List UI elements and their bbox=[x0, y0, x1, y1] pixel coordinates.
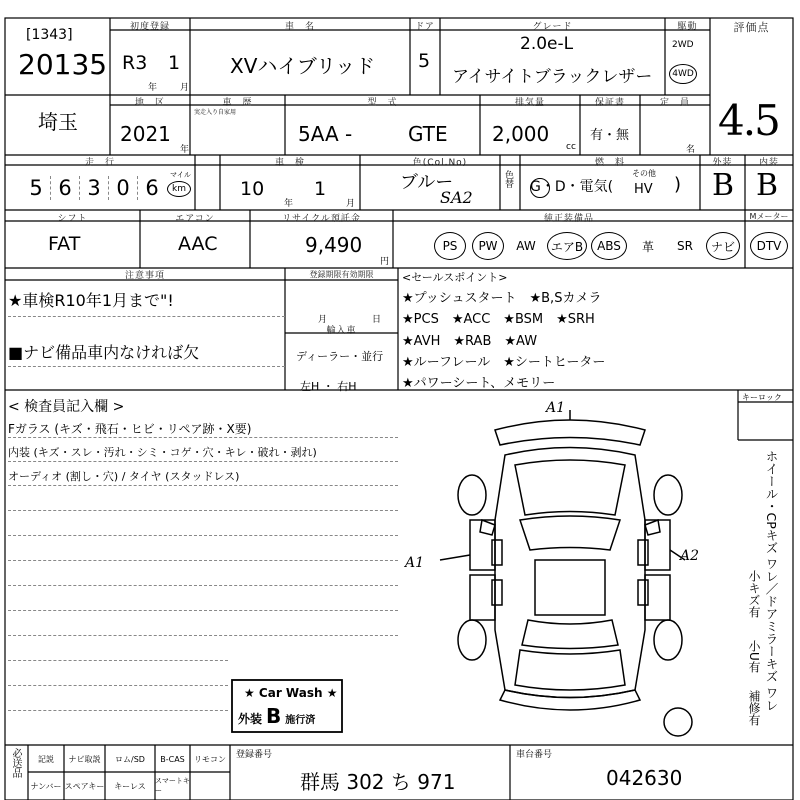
type-label: 型 式 bbox=[367, 98, 398, 108]
first-reg-era-year: R3 bbox=[122, 52, 148, 74]
caution-divider-2 bbox=[8, 366, 285, 367]
displacement-unit: cc bbox=[566, 142, 576, 152]
inspection-windshield: Fガラス (キズ・飛石・ヒビ・リペア跡・X要) bbox=[8, 422, 252, 436]
meter-label: Mメーター bbox=[749, 212, 789, 221]
vehicle-history-label: 車 歴 bbox=[222, 98, 253, 108]
inspector-section-title: < 検査員記入欄 > bbox=[8, 399, 125, 415]
displacement: 2,000 bbox=[492, 122, 550, 146]
equip-abs: ABS bbox=[591, 232, 627, 260]
color-code: SA2 bbox=[440, 188, 473, 207]
color-change-label: 色替 bbox=[503, 170, 513, 188]
steering-side: 左H ・ 右H bbox=[300, 380, 357, 393]
shaken-label: 車 検 bbox=[274, 158, 305, 168]
equip-aw: AW bbox=[516, 239, 536, 253]
car-wash-grade: B bbox=[266, 704, 282, 728]
caution-line-1: ★車検R10年1月まで"! bbox=[8, 291, 174, 310]
sales-point-4: ★ルーフレール ★シートヒーター bbox=[402, 355, 606, 370]
damage-mark-bumper: A1 bbox=[546, 400, 566, 416]
km-circled: km bbox=[167, 181, 191, 197]
equip-sunroof: SR bbox=[677, 239, 693, 253]
grade-line-1: 2.0e-L bbox=[520, 34, 574, 54]
item-spare-key: スペアキー bbox=[64, 781, 105, 791]
door-label: ドア bbox=[415, 22, 435, 32]
body-color: ブルー bbox=[400, 172, 454, 193]
sales-point-3: ★AVH ★RAB ★AW bbox=[402, 334, 538, 349]
caution-line-2: ■ナビ備品車内なければ欠 bbox=[8, 343, 200, 362]
inspection-line bbox=[8, 710, 228, 711]
first-registration-label: 初度登録 bbox=[129, 22, 170, 32]
car-wash-title: ★ Car Wash ★ bbox=[244, 686, 338, 700]
registration-deadline-label: 登録期限有効期限 bbox=[309, 270, 374, 279]
equip-dtv: DTV bbox=[750, 232, 788, 260]
mileage-digit: 6 bbox=[51, 176, 80, 200]
reg-day-unit: 日 bbox=[372, 315, 382, 325]
sales-point-5: ★パワーシート、メモリー bbox=[402, 376, 556, 391]
interior-label: 内装 bbox=[758, 158, 779, 168]
damage-mark-left: A1 bbox=[405, 555, 425, 571]
exterior-label: 外装 bbox=[712, 158, 733, 168]
caution-label: 注意事項 bbox=[124, 271, 165, 281]
inspection-line bbox=[8, 585, 398, 586]
chassis-number: 042630 bbox=[606, 766, 683, 790]
door-count: 5 bbox=[418, 50, 431, 72]
exterior-grade: B bbox=[712, 168, 735, 203]
car-name: XVハイブリッド bbox=[230, 54, 376, 78]
item-remote: リモコン bbox=[194, 754, 226, 764]
sales-points-label: <セールスポイント> bbox=[402, 271, 508, 284]
car-wash-status bbox=[238, 704, 315, 728]
item-keyless: キーレス bbox=[114, 781, 146, 791]
fuel-hv: HV bbox=[634, 182, 653, 197]
mileage-digit: 5 bbox=[22, 176, 51, 200]
shift-value: FAT bbox=[48, 233, 81, 255]
aircon-value: AAC bbox=[178, 233, 218, 255]
mileage-digit: 6 bbox=[145, 176, 159, 200]
item-rom-sd: ロム/SD bbox=[115, 754, 145, 764]
inspection-interior: 内装 (キズ・スレ・汚れ・シミ・コゲ・穴・キレ・破れ・剥れ) bbox=[8, 446, 317, 459]
fuel-options: G・D・電気( bbox=[530, 179, 614, 195]
recycle-yen-unit: 円 bbox=[380, 257, 390, 267]
inspection-audio-tire: オーディオ (割し・穴) / タイヤ (スタッドレス) bbox=[8, 470, 240, 483]
vehicle-history-note: 実走入り自家用 bbox=[194, 109, 237, 116]
side-note-wheel-mirror: ホイール・CPキズ ワレ／ドアミラーキズ ワレ bbox=[764, 450, 779, 712]
first-reg-month: 1 bbox=[168, 52, 181, 74]
item-smart-key: スマートキー bbox=[155, 777, 190, 795]
item-number-plate: ナンバー bbox=[30, 781, 62, 791]
shaken-month-unit: 月 bbox=[346, 199, 356, 209]
region: 埼玉 bbox=[38, 110, 78, 134]
type-code: GTE bbox=[408, 122, 448, 146]
side-note-small-scratch: 小キズ有 bbox=[747, 570, 761, 618]
evaluation-label: 評価点 bbox=[733, 21, 770, 34]
month-unit: 月 bbox=[180, 83, 190, 93]
fuel-gasoline-circle bbox=[530, 178, 550, 198]
capacity-label: 定 員 bbox=[659, 98, 690, 108]
shaken-year: 10 bbox=[240, 178, 265, 200]
inspection-line bbox=[8, 560, 398, 561]
model-year: 2021 bbox=[120, 122, 171, 146]
displacement-label: 排気量 bbox=[514, 98, 545, 108]
reg-month-unit: 月 bbox=[318, 315, 328, 325]
item-manual: 記説 bbox=[38, 754, 54, 764]
inspection-line bbox=[8, 485, 398, 486]
damage-mark-right: A2 bbox=[680, 548, 700, 564]
year-unit: 年 bbox=[148, 83, 158, 93]
type-prefix: 5AA - bbox=[298, 122, 353, 146]
caution-divider bbox=[8, 316, 285, 317]
car-wash-prefix: 外装 bbox=[238, 712, 263, 726]
car-wash-suffix: 施行済 bbox=[285, 715, 316, 726]
car-diagram bbox=[410, 400, 730, 740]
aircon-label: エアコン bbox=[175, 214, 215, 224]
lot-number: [1343] bbox=[26, 27, 73, 43]
sales-point-2: ★PCS ★ACC ★BSM ★SRH bbox=[402, 312, 595, 327]
shaken-year-unit: 年 bbox=[284, 199, 294, 209]
grade-line-2: アイサイトブラックレザー bbox=[452, 67, 653, 87]
mileage-label: 走 行 bbox=[84, 158, 115, 168]
item-bcas: B-CAS bbox=[160, 754, 185, 764]
reg-number-label: 登録番号 bbox=[236, 750, 273, 760]
recycle-label: リサイクル預託金 bbox=[282, 214, 361, 224]
shift-label: シフト bbox=[57, 214, 88, 224]
grade-label: グレード bbox=[532, 22, 573, 32]
inspection-line bbox=[8, 610, 398, 611]
warranty-value: 有・無 bbox=[590, 128, 630, 143]
fuel-other-label: その他 bbox=[632, 169, 656, 178]
dealer-parallel: ディーラー・並行 bbox=[296, 350, 384, 363]
equip-navi: ナビ bbox=[706, 232, 740, 260]
keyless-label: キーロック bbox=[742, 393, 782, 402]
color-label: 色(Col.No) bbox=[412, 158, 468, 168]
inspection-line bbox=[8, 660, 228, 661]
drive-4wd-circled: 4WD bbox=[669, 64, 697, 84]
warranty-label: 保証書 bbox=[594, 98, 625, 108]
equip-airbag: エアB bbox=[547, 232, 587, 260]
item-navi-manual: ナビ取説 bbox=[68, 754, 101, 764]
model-year-unit: 年 bbox=[180, 145, 190, 155]
stock-number: 20135 bbox=[18, 48, 108, 81]
required-items-label: 必送品 bbox=[10, 748, 21, 778]
inspection-line bbox=[8, 535, 398, 536]
equipment-label: 純正装備品 bbox=[543, 214, 594, 224]
equip-leather: 革 bbox=[641, 239, 654, 254]
fuel-label: 燃 料 bbox=[594, 158, 625, 168]
import-label: 輸入車 bbox=[326, 326, 357, 336]
region-label: 地 区 bbox=[134, 98, 165, 108]
mile-label: マイル bbox=[170, 171, 191, 179]
chassis-label: 車台番号 bbox=[516, 750, 553, 760]
mileage-digit: 3 bbox=[80, 176, 109, 200]
fuel-close-paren: ) bbox=[674, 174, 682, 195]
side-note-repair: 補修有 bbox=[747, 690, 761, 726]
sales-point-1: ★プッシュスタート ★B,Sカメラ bbox=[402, 291, 602, 306]
drive-label: 駆動 bbox=[677, 22, 698, 32]
inspection-line bbox=[8, 510, 398, 511]
evaluation-score: 4.5 bbox=[718, 96, 779, 145]
side-note-small-dent: 小U有 bbox=[747, 640, 761, 673]
mileage-digit: 0 bbox=[109, 176, 138, 200]
interior-grade: B bbox=[756, 168, 779, 203]
registration-number: 群馬 302 ち 971 bbox=[300, 770, 456, 794]
shaken-month: 1 bbox=[314, 178, 327, 200]
equip-ps: PS bbox=[434, 232, 466, 260]
recycle-fee: 9,490 bbox=[305, 233, 363, 257]
inspection-line bbox=[8, 461, 398, 462]
car-name-label: 車 名 bbox=[284, 22, 315, 32]
drive-2wd: 2WD bbox=[672, 40, 694, 50]
equip-pw: PW bbox=[472, 232, 504, 260]
inspection-line bbox=[8, 635, 398, 636]
capacity-unit: 名 bbox=[686, 145, 696, 155]
inspection-line bbox=[8, 685, 228, 686]
mileage-digits bbox=[22, 176, 166, 200]
inspection-line bbox=[8, 437, 398, 438]
